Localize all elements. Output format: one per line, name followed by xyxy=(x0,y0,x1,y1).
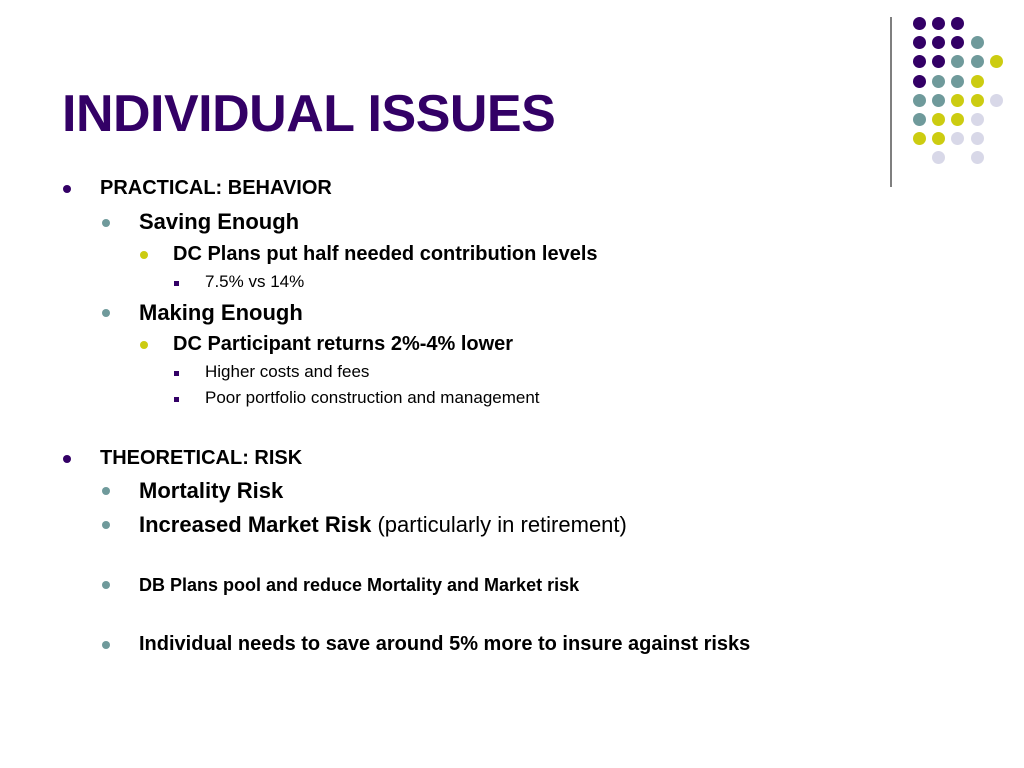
bullet-dot xyxy=(102,487,110,495)
decor-dot xyxy=(913,113,926,126)
decor-dot xyxy=(913,36,926,49)
bullet-market xyxy=(139,512,627,538)
decor-dot xyxy=(932,75,945,88)
decor-dot xyxy=(990,94,1003,107)
decor-dot xyxy=(951,55,964,68)
bullet-pct: 7.5% vs 14% xyxy=(205,272,305,291)
decor-dot xyxy=(951,94,964,107)
decor-dot xyxy=(971,55,984,68)
decor-dot xyxy=(913,94,926,107)
bullet-dot xyxy=(63,185,71,193)
bullet-dot xyxy=(63,455,71,463)
bullet-market-bold: Increased Market Risk xyxy=(139,512,372,537)
bullet-saving: Saving Enough xyxy=(139,209,300,234)
decor-dot xyxy=(913,75,926,88)
bullet-dot xyxy=(140,251,148,259)
decor-dot xyxy=(990,55,1003,68)
bullet-dot xyxy=(102,581,110,589)
decor-dot xyxy=(913,55,926,68)
bullet-square xyxy=(174,281,179,286)
bullet-theoretical: THEORETICAL: RISK xyxy=(100,447,303,469)
bullet-square xyxy=(174,371,179,376)
decor-dot xyxy=(913,132,926,145)
decor-dot xyxy=(913,17,926,30)
bullet-dc-returns: DC Participant returns 2%-4% lower xyxy=(173,333,514,355)
decorative-divider xyxy=(890,17,892,187)
bullet-dot xyxy=(102,641,110,649)
decor-dot xyxy=(971,94,984,107)
bullet-costs: Higher costs and fees xyxy=(205,362,370,381)
bullet-dot xyxy=(102,219,110,227)
bullet-individual: Individual needs to save around 5% more to insure against risks xyxy=(139,633,751,655)
decor-dot xyxy=(951,36,964,49)
decor-dot xyxy=(971,75,984,88)
decor-dot xyxy=(932,113,945,126)
decor-dot xyxy=(932,17,945,30)
decor-dot xyxy=(932,132,945,145)
decor-dot xyxy=(951,113,964,126)
bullet-practical: PRACTICAL: BEHAVIOR xyxy=(100,177,332,199)
bullet-dot xyxy=(102,309,110,317)
bullet-dot xyxy=(140,341,148,349)
bullet-dot xyxy=(102,521,110,529)
decor-dot xyxy=(971,36,984,49)
decor-dot xyxy=(951,132,964,145)
decor-dot xyxy=(951,17,964,30)
decor-dot xyxy=(951,75,964,88)
bullet-market-rest: (particularly in retirement) xyxy=(371,512,627,537)
bullet-portfolio: Poor portfolio construction and management xyxy=(205,388,540,407)
bullet-mortality: Mortality Risk xyxy=(139,478,284,503)
slide-title: INDIVIDUAL ISSUES xyxy=(62,85,556,143)
bullet-square xyxy=(174,397,179,402)
decor-dot xyxy=(932,94,945,107)
decor-dot xyxy=(932,151,945,164)
bullet-dc-half: DC Plans put half needed contribution levels xyxy=(173,243,598,265)
bullet-db-pool: DB Plans pool and reduce Mortality and Market risk xyxy=(139,575,580,595)
bullet-making: Making Enough xyxy=(139,300,303,325)
decor-dot xyxy=(932,36,945,49)
decor-dot xyxy=(932,55,945,68)
decor-dot xyxy=(971,113,984,126)
decor-dot xyxy=(971,132,984,145)
decor-dot xyxy=(971,151,984,164)
